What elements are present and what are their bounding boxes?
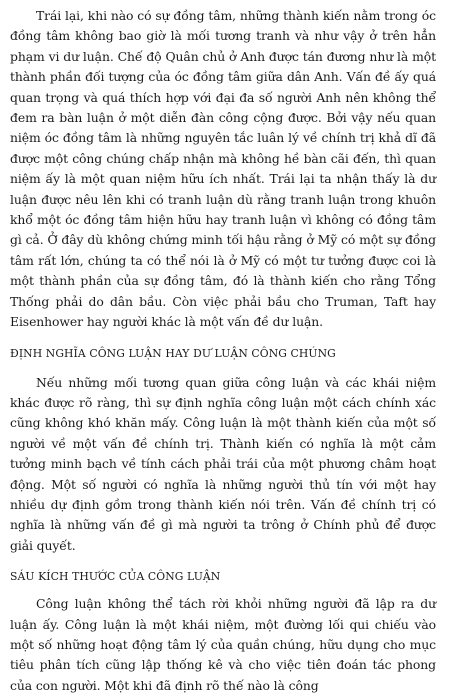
paragraph-consensus: Trái lại, khi nào có sự đồng tâm, những thành kiến nằm trong óc đồng tâm không bao giờ là mối tương tranh và như vậy ở trên hẳn phạm vi dư luận. Chế độ Quân chủ ở Anh được tán đương như là một thành phần đối tượng của óc đồng tâm giữa dân Anh. Vấn đề ấy quá quan trọng và quá thích hợp với đại đa số người Anh nên không thể đem ra bàn luận ở một diễn đàn công cộng được. Bởi vậy nếu quan niệm óc đồng tâm là những nguyên tắc luân lý về chính trị khả dĩ đã được một công chúng chấp nhận mà không hề bàn cãi đến, thì quan niệm ấy là một quan niệm hữu ích nhất. Trái lại ta nhận thấy là dư luận được nêu lên khi có tranh luận dù rằng tranh luận trong khuôn khổ một óc đồng tâm hiện hữu hay tranh luận vì không có đồng tâm gì cả. Ở đây dù không chứng minh tối hậu rằng ở Mỹ có một sự đồng tâm rất lớn, chúng ta có thể nói là ở Mỹ có một tư tưởng được coi là một thành phần của sự đồng tâm, đó là thành kiến cho rằng Tổng Thống phải do dân bầu. Còn việc phải bầu cho Truman, Taft hay Eisenhower hay người khác là một vấn đề dư luận.	[10, 8, 436, 330]
section-heading-six-dimensions: SÁU KÍCH THƯỚC CỦA CÔNG LUẬN	[10, 570, 221, 584]
paragraph-six-dimensions: Công luận không thể tách rời khỏi những người đã lập ra dư luận ấy. Công luận là một khái niệm, một đường lối qui chiếu vào một số những hoạt động tâm lý của quần chúng, hữu dụng cho mục tiêu phân tích cũng lập thống kê và cho việc tiên đoán tác phong của con người. Một khi đã định rõ thế nào là công	[10, 596, 436, 693]
section-heading-definition: ĐỊNH NGHĨA CÔNG LUẬN HAY DƯ LUẬN CÔNG CHÚNG	[10, 346, 336, 360]
paragraph-definition: Nếu những mối tương quan giữa công luận và các khái niệm khác được rõ ràng, thì sự định nghĩa công luận một cách chính xác cũng không khó khăn mấy. Công luận là một thành kiến của một số người về một vấn đề chính trị. Thành kiến có nghĩa là một cảm tưởng minh bạch về tính cách phải trái của một phương châm hoạt động. Một số người có nghĩa là những người thủ tín với một hay nhiều dự định gồm trong thành kiến nói trên. Vấn đề chính trị có nghĩa là những vấn đề gì mà người ta trông ở Chính phủ để được giải quyết.	[10, 374, 436, 553]
